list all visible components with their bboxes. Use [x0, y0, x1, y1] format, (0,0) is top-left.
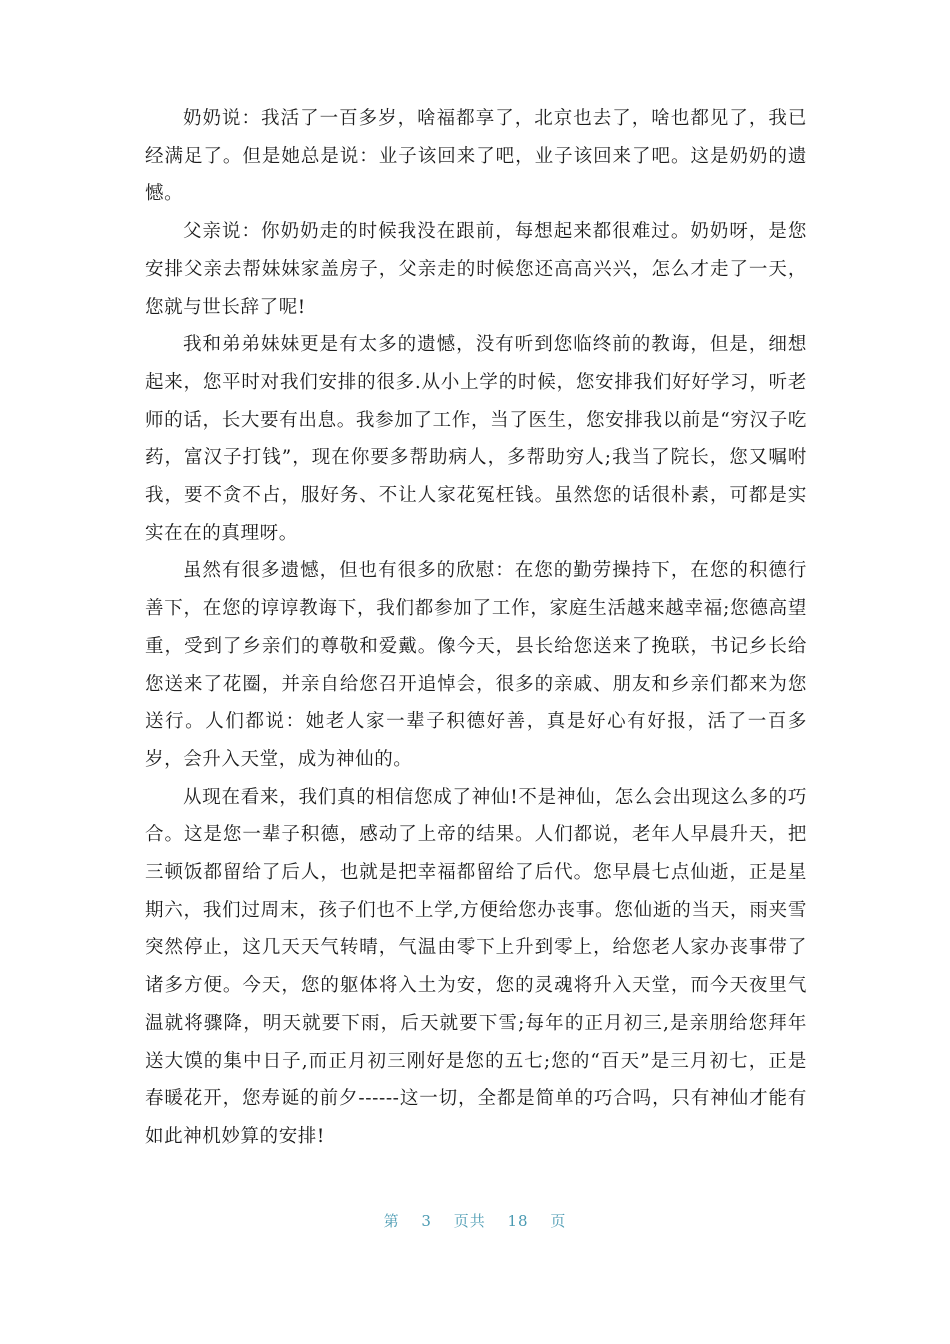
paragraph-4: 虽然有很多遗憾，但也有很多的欣慰：在您的勤劳操持下，在您的积德行善下，在您的谆谆教诲下，我们都参加了工作，家庭生活越来越幸福;您德高望重，受到了乡亲们的尊敬和爱戴。像今天，县长给您送来了挽联，书记乡长给您送来了花圈，并亲自给您召开追悼会，很多的亲戚、朋友和乡亲们都来为您送行。人们都说：她老人家一辈子积德好善，真是好心有好报，活了一百多岁，会升入天堂，成为神仙的。 — [145, 560, 807, 770]
footer-prefix: 第 — [383, 1212, 400, 1230]
document-body — [145, 100, 807, 1156]
footer-suffix: 页 — [550, 1212, 567, 1230]
paragraph-1: 奶奶说：我活了一百多岁，啥福都享了，北京也去了，啥也都见了，我已经满足了。但是她总是说：业子该回来了吧，业子该回来了吧。这是奶奶的遗憾。 — [145, 108, 807, 205]
page-footer — [0, 1210, 950, 1231]
paragraph-5: 从现在看来，我们真的相信您成了神仙!不是神仙，怎么会出现这么多的巧合。这是您一辈子积德，感动了上帝的结果。人们都说，老年人早晨升天，把三顿饭都留给了后人，也就是把幸福都留给了后代。您早晨七点仙逝，正是星期六，我们过周末，孩子们也不上学,方便给您办丧事。您仙逝的当天，雨夹雪突然停止，这几天天气转晴，气温由零下上升到零上，给您老人家办丧事带了诸多方便。今天，您的躯体将入土为安，您的灵魂将升入天堂，而今天夜里气温就将骤降，明天就要下雨，后天就要下雪;每年的正月初三,是亲朋给您拜年送大馍的集中日子,而正月初三刚好是您的五七;您的“百天”是三月初七，正是春暖花开，您寿诞的前夕------这一切，全都是简单的巧合吗，只有神仙才能有如此神机妙算的安排! — [145, 786, 807, 1147]
paragraph-2: 父亲说：你奶奶走的时候我没在跟前，每想起来都很难过。奶奶呀，是您安排父亲去帮妹妹家盖房子，父亲走的时候您还高高兴兴，怎么才走了一天，您就与世长辞了呢! — [145, 221, 807, 318]
paragraph-3: 我和弟弟妹妹更是有太多的遗憾，没有听到您临终前的教诲，但是，细想起来，您平时对我们安排的很多.从小上学的时候，您安排我们好好学习，听老师的话，长大要有出息。我参加了工作，当了医生，您安排我以前是“穷汉子吃药，富汉子打钱”，现在你要多帮助病人，多帮助穷人;我当了院长，您又嘱咐我，要不贪不占，服好务、不让人家花冤枉钱。虽然您的话很朴素，可都是实实在在的真理呀。 — [145, 334, 807, 544]
footer-middle: 页共 — [453, 1212, 486, 1230]
footer-current-page: 3 — [421, 1212, 432, 1230]
footer-total-pages: 18 — [507, 1212, 529, 1230]
